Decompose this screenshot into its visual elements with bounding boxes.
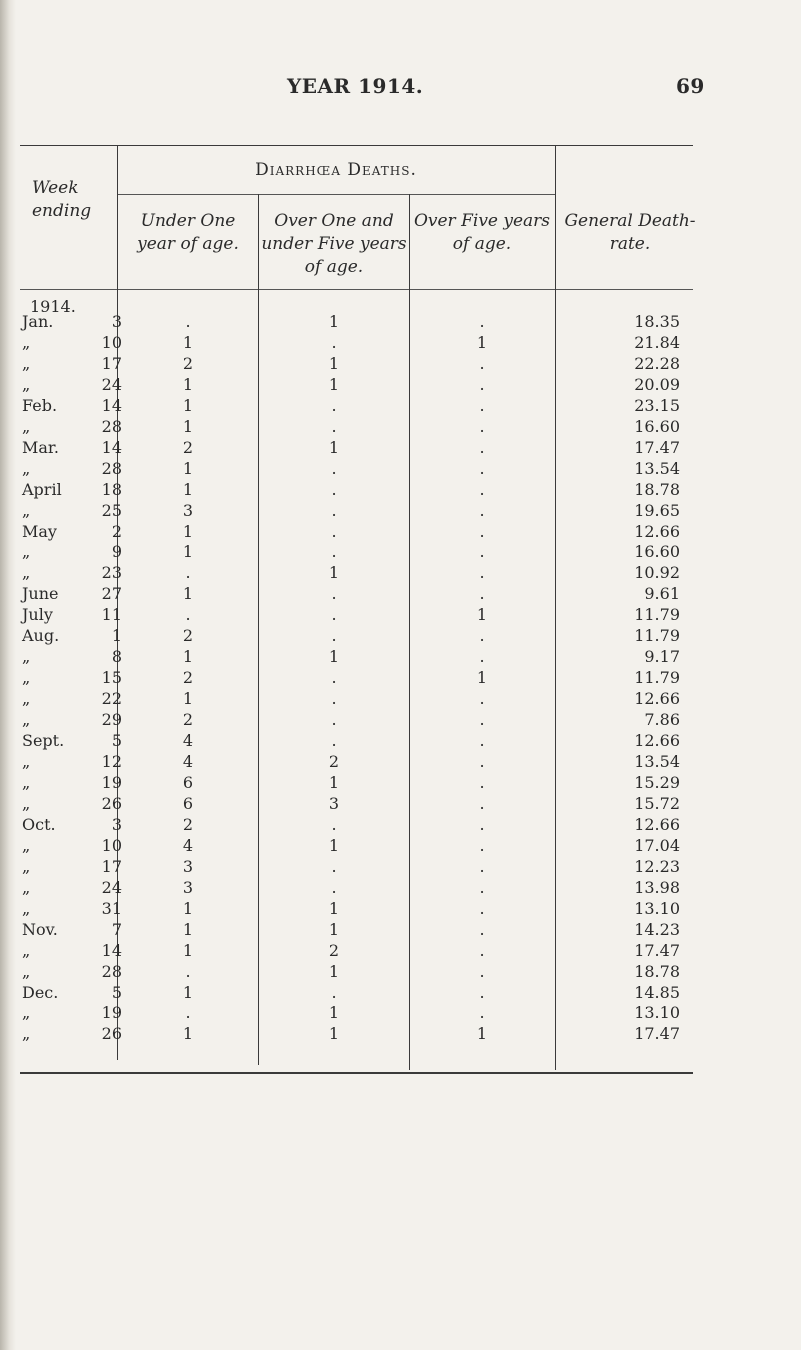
deaths-under-one: . <box>185 961 191 981</box>
general-death-rate: 17.04 <box>634 835 680 855</box>
general-death-rate: 22.28 <box>634 353 680 373</box>
deaths-under-one: 1 <box>182 689 194 709</box>
table-row <box>0 920 801 941</box>
week-day: 19 <box>101 772 122 792</box>
week-day: 19 <box>101 1003 122 1023</box>
week-day: 25 <box>101 500 122 520</box>
deaths-over-five: . <box>479 584 485 604</box>
deaths-under-one: 2 <box>182 710 194 730</box>
week-month: „ <box>22 416 31 436</box>
table-top-rule <box>20 145 693 146</box>
deaths-one-to-five: . <box>331 814 337 834</box>
deaths-under-one: 1 <box>182 416 194 436</box>
deaths-over-five: . <box>479 856 485 876</box>
table-row <box>0 962 801 983</box>
deaths-over-five: . <box>479 542 485 562</box>
week-month: „ <box>22 835 31 855</box>
table-row <box>0 1003 801 1024</box>
deaths-over-five: . <box>479 772 485 792</box>
week-month: „ <box>22 1003 31 1023</box>
deaths-one-to-five: 2 <box>328 752 340 772</box>
year-label: 1914. <box>30 297 76 316</box>
deaths-one-to-five: 1 <box>328 772 340 792</box>
table-row <box>0 752 801 773</box>
table-row <box>0 312 801 333</box>
general-death-rate: 15.29 <box>634 772 680 792</box>
table-row <box>0 542 801 563</box>
general-death-rate: 11.79 <box>634 626 680 646</box>
week-day: 10 <box>101 332 122 352</box>
deaths-over-five: . <box>479 835 485 855</box>
week-month: June <box>22 584 59 604</box>
deaths-one-to-five: 1 <box>328 898 340 918</box>
header-bottom-rule <box>20 289 693 290</box>
week-day: 12 <box>101 752 122 772</box>
general-death-rate: 20.09 <box>634 374 680 394</box>
week-month: „ <box>22 752 31 772</box>
general-death-rate: 16.60 <box>634 542 680 562</box>
deaths-over-five: . <box>479 961 485 981</box>
deaths-one-to-five: . <box>331 395 337 415</box>
deaths-under-one: 1 <box>182 1024 194 1044</box>
deaths-over-five: 1 <box>476 1024 488 1044</box>
week-month: „ <box>22 647 31 667</box>
deaths-over-five: . <box>479 793 485 813</box>
week-month: „ <box>22 458 31 478</box>
deaths-one-to-five: 1 <box>328 312 340 331</box>
deaths-over-five: . <box>479 689 485 709</box>
table-row <box>0 836 801 857</box>
deaths-over-five: 1 <box>476 668 488 688</box>
deaths-under-one: 1 <box>182 542 194 562</box>
deaths-one-to-five: . <box>331 332 337 352</box>
deaths-under-one: 1 <box>182 647 194 667</box>
deaths-over-five: . <box>479 982 485 1002</box>
general-death-rate: 13.54 <box>634 752 680 772</box>
week-month: „ <box>22 374 31 394</box>
deaths-one-to-five: . <box>331 500 337 520</box>
deaths-under-one: 1 <box>182 898 194 918</box>
general-death-rate: 12.23 <box>634 856 680 876</box>
deaths-over-five: . <box>479 877 485 897</box>
deaths-one-to-five: . <box>331 416 337 436</box>
deaths-one-to-five: . <box>331 605 337 625</box>
deaths-over-five: . <box>479 458 485 478</box>
column-header-over-five: Over Five years of age. <box>413 211 551 254</box>
deaths-over-five: . <box>479 500 485 520</box>
general-death-rate: 16.60 <box>634 416 680 436</box>
week-month: „ <box>22 689 31 709</box>
table-bottom-rule <box>20 1072 693 1074</box>
deaths-under-one: 1 <box>182 332 194 352</box>
week-day: 8 <box>111 647 122 667</box>
deaths-under-one: 3 <box>182 856 194 876</box>
general-death-rate: 18.35 <box>634 312 680 331</box>
table-row <box>0 375 801 396</box>
table-row <box>0 563 801 584</box>
week-month: Oct. <box>22 814 56 834</box>
deaths-one-to-five: . <box>331 877 337 897</box>
deaths-over-five: . <box>479 563 485 583</box>
table-row <box>0 773 801 794</box>
week-month: Sept. <box>22 731 65 751</box>
page-title: YEAR 1914. <box>287 74 424 98</box>
deaths-over-five: 1 <box>476 332 488 352</box>
general-death-rate: 13.10 <box>634 1003 680 1023</box>
deaths-under-one: 1 <box>182 458 194 478</box>
general-death-rate: 15.72 <box>634 793 680 813</box>
group-header-rule <box>118 194 555 195</box>
table-row <box>0 438 801 459</box>
deaths-under-one: 2 <box>182 437 194 457</box>
week-month: July <box>22 605 53 625</box>
deaths-over-five: . <box>479 940 485 960</box>
week-month: Jan. <box>22 312 54 331</box>
week-month: „ <box>22 877 31 897</box>
deaths-over-five: 1 <box>476 605 488 625</box>
week-month: „ <box>22 898 31 918</box>
table-row <box>0 878 801 899</box>
general-death-rate: 12.66 <box>634 521 680 541</box>
deaths-one-to-five: . <box>331 689 337 709</box>
week-month: Aug. <box>22 626 60 646</box>
table-row <box>0 480 801 501</box>
table-row <box>0 857 801 878</box>
deaths-one-to-five: 1 <box>328 437 340 457</box>
week-day: 28 <box>101 961 122 981</box>
deaths-one-to-five: 2 <box>328 940 340 960</box>
week-day: 5 <box>111 731 122 751</box>
general-death-rate: 11.79 <box>634 605 680 625</box>
deaths-under-one: 1 <box>182 940 194 960</box>
deaths-over-five: . <box>479 353 485 373</box>
deaths-under-one: 6 <box>182 772 194 792</box>
deaths-over-five: . <box>479 626 485 646</box>
deaths-under-one: 1 <box>182 395 194 415</box>
deaths-over-five: . <box>479 395 485 415</box>
deaths-one-to-five: . <box>331 731 337 751</box>
general-death-rate: 19.65 <box>634 500 680 520</box>
general-death-rate: 13.10 <box>634 898 680 918</box>
week-month: „ <box>22 793 31 813</box>
table-row <box>0 899 801 920</box>
general-death-rate: 7.86 <box>644 710 680 730</box>
week-day: 26 <box>101 793 122 813</box>
week-day: 22 <box>101 689 122 709</box>
general-death-rate: 12.66 <box>634 689 680 709</box>
general-death-rate: 17.47 <box>634 940 680 960</box>
week-month: „ <box>22 353 31 373</box>
deaths-one-to-five: 3 <box>328 793 340 813</box>
week-day: 29 <box>101 710 122 730</box>
table-row <box>0 815 801 836</box>
week-day: 28 <box>101 416 122 436</box>
week-month: „ <box>22 856 31 876</box>
general-death-rate: 14.23 <box>634 919 680 939</box>
table-body <box>0 312 801 1045</box>
table-row <box>0 626 801 647</box>
general-death-rate: 13.98 <box>634 877 680 897</box>
deaths-one-to-five: 1 <box>328 961 340 981</box>
deaths-one-to-five: . <box>331 479 337 499</box>
deaths-under-one: . <box>185 563 191 583</box>
deaths-under-one: . <box>185 1003 191 1023</box>
general-death-rate: 17.47 <box>634 437 680 457</box>
table-row <box>0 605 801 626</box>
deaths-under-one: 2 <box>182 814 194 834</box>
table-row <box>0 417 801 438</box>
week-day: 10 <box>101 835 122 855</box>
week-day: 27 <box>101 584 122 604</box>
column-header-week: Week ending <box>32 178 92 221</box>
week-month: Dec. <box>22 982 59 1002</box>
week-day: 14 <box>101 940 122 960</box>
week-month: „ <box>22 940 31 960</box>
table-row <box>0 396 801 417</box>
deaths-one-to-five: . <box>331 710 337 730</box>
deaths-under-one: 1 <box>182 982 194 1002</box>
table-row <box>0 584 801 605</box>
table-row <box>0 1024 801 1045</box>
table-row <box>0 731 801 752</box>
week-month: „ <box>22 710 31 730</box>
group-header-diarrhoea-deaths: Diarrhœa Deaths. <box>255 160 417 180</box>
deaths-one-to-five: . <box>331 521 337 541</box>
general-death-rate: 17.47 <box>634 1024 680 1044</box>
deaths-over-five: . <box>479 416 485 436</box>
deaths-under-one: 2 <box>182 353 194 373</box>
week-month: „ <box>22 961 31 981</box>
week-day: 5 <box>111 982 122 1002</box>
week-day: 3 <box>111 814 122 834</box>
deaths-one-to-five: . <box>331 458 337 478</box>
deaths-under-one: 4 <box>182 731 194 751</box>
week-day: 24 <box>101 374 122 394</box>
deaths-under-one: 4 <box>182 835 194 855</box>
week-day: 15 <box>101 668 122 688</box>
table-row <box>0 354 801 375</box>
deaths-over-five: . <box>479 710 485 730</box>
deaths-under-one: . <box>185 605 191 625</box>
week-month: May <box>22 521 57 541</box>
deaths-one-to-five: 1 <box>328 647 340 667</box>
general-death-rate: 9.61 <box>644 584 680 604</box>
deaths-under-one: 1 <box>182 919 194 939</box>
column-header-one-to-five: Over One and under Five years of age. <box>261 211 407 277</box>
week-day: 18 <box>101 479 122 499</box>
week-day: 28 <box>101 458 122 478</box>
week-day: 11 <box>101 605 122 625</box>
deaths-over-five: . <box>479 919 485 939</box>
general-death-rate: 10.92 <box>634 563 680 583</box>
deaths-under-one: 1 <box>182 374 194 394</box>
deaths-over-five: . <box>479 731 485 751</box>
deaths-under-one: . <box>185 312 191 331</box>
deaths-under-one: 1 <box>182 521 194 541</box>
deaths-under-one: 3 <box>182 500 194 520</box>
page-number: 69 <box>676 74 705 98</box>
deaths-one-to-five: 1 <box>328 563 340 583</box>
deaths-under-one: 2 <box>182 626 194 646</box>
general-death-rate: 18.78 <box>634 961 680 981</box>
week-day: 3 <box>111 312 122 331</box>
general-death-rate: 21.84 <box>634 332 680 352</box>
week-day: 26 <box>101 1024 122 1044</box>
week-month: „ <box>22 1024 31 1044</box>
deaths-over-five: . <box>479 752 485 772</box>
deaths-one-to-five: . <box>331 626 337 646</box>
table-row <box>0 794 801 815</box>
week-month: „ <box>22 500 31 520</box>
general-death-rate: 12.66 <box>634 731 680 751</box>
general-death-rate: 11.79 <box>634 668 680 688</box>
week-month: Mar. <box>22 437 59 457</box>
week-day: 24 <box>101 877 122 897</box>
deaths-one-to-five: 1 <box>328 1024 340 1044</box>
deaths-one-to-five: . <box>331 856 337 876</box>
week-month: „ <box>22 563 31 583</box>
deaths-one-to-five: . <box>331 668 337 688</box>
week-day: 2 <box>111 521 122 541</box>
week-month: „ <box>22 332 31 352</box>
general-death-rate: 14.85 <box>634 982 680 1002</box>
column-header-general-death-rate: General Death-rate. <box>564 211 696 254</box>
deaths-over-five: . <box>479 814 485 834</box>
general-death-rate: 23.15 <box>634 395 680 415</box>
deaths-one-to-five: 1 <box>328 919 340 939</box>
week-month: Feb. <box>22 395 58 415</box>
table-row <box>0 647 801 668</box>
table-row <box>0 333 801 354</box>
table-row <box>0 522 801 543</box>
deaths-over-five: . <box>479 374 485 394</box>
deaths-one-to-five: . <box>331 982 337 1002</box>
week-month: April <box>22 479 62 499</box>
table-row <box>0 668 801 689</box>
deaths-under-one: 1 <box>182 479 194 499</box>
general-death-rate: 9.17 <box>644 647 680 667</box>
week-day: 14 <box>101 395 122 415</box>
week-day: 1 <box>111 626 122 646</box>
deaths-one-to-five: . <box>331 584 337 604</box>
week-day: 7 <box>111 919 122 939</box>
deaths-under-one: 6 <box>182 793 194 813</box>
deaths-under-one: 4 <box>182 752 194 772</box>
table-row <box>0 501 801 522</box>
deaths-one-to-five: 1 <box>328 1003 340 1023</box>
week-day: 17 <box>101 856 122 876</box>
deaths-under-one: 3 <box>182 877 194 897</box>
week-month: „ <box>22 542 31 562</box>
column-header-under-one: Under One year of age. <box>137 211 239 254</box>
deaths-one-to-five: 1 <box>328 353 340 373</box>
deaths-under-one: 2 <box>182 668 194 688</box>
deaths-one-to-five: 1 <box>328 835 340 855</box>
table-row <box>0 941 801 962</box>
week-day: 9 <box>111 542 122 562</box>
page-header <box>0 74 801 104</box>
week-day: 14 <box>101 437 122 457</box>
deaths-over-five: . <box>479 312 485 331</box>
table-row <box>0 689 801 710</box>
deaths-over-five: . <box>479 898 485 918</box>
deaths-over-five: . <box>479 479 485 499</box>
week-day: 17 <box>101 353 122 373</box>
deaths-over-five: . <box>479 437 485 457</box>
deaths-one-to-five: . <box>331 542 337 562</box>
general-death-rate: 18.78 <box>634 479 680 499</box>
table-row <box>0 459 801 480</box>
week-month: „ <box>22 772 31 792</box>
week-day: 31 <box>101 898 122 918</box>
general-death-rate: 13.54 <box>634 458 680 478</box>
week-day: 23 <box>101 563 122 583</box>
deaths-over-five: . <box>479 647 485 667</box>
week-month: Nov. <box>22 919 58 939</box>
general-death-rate: 12.66 <box>634 814 680 834</box>
week-month: „ <box>22 668 31 688</box>
deaths-under-one: 1 <box>182 584 194 604</box>
deaths-over-five: . <box>479 521 485 541</box>
deaths-over-five: . <box>479 1003 485 1023</box>
table-row <box>0 983 801 1004</box>
table-row <box>0 710 801 731</box>
deaths-one-to-five: 1 <box>328 374 340 394</box>
